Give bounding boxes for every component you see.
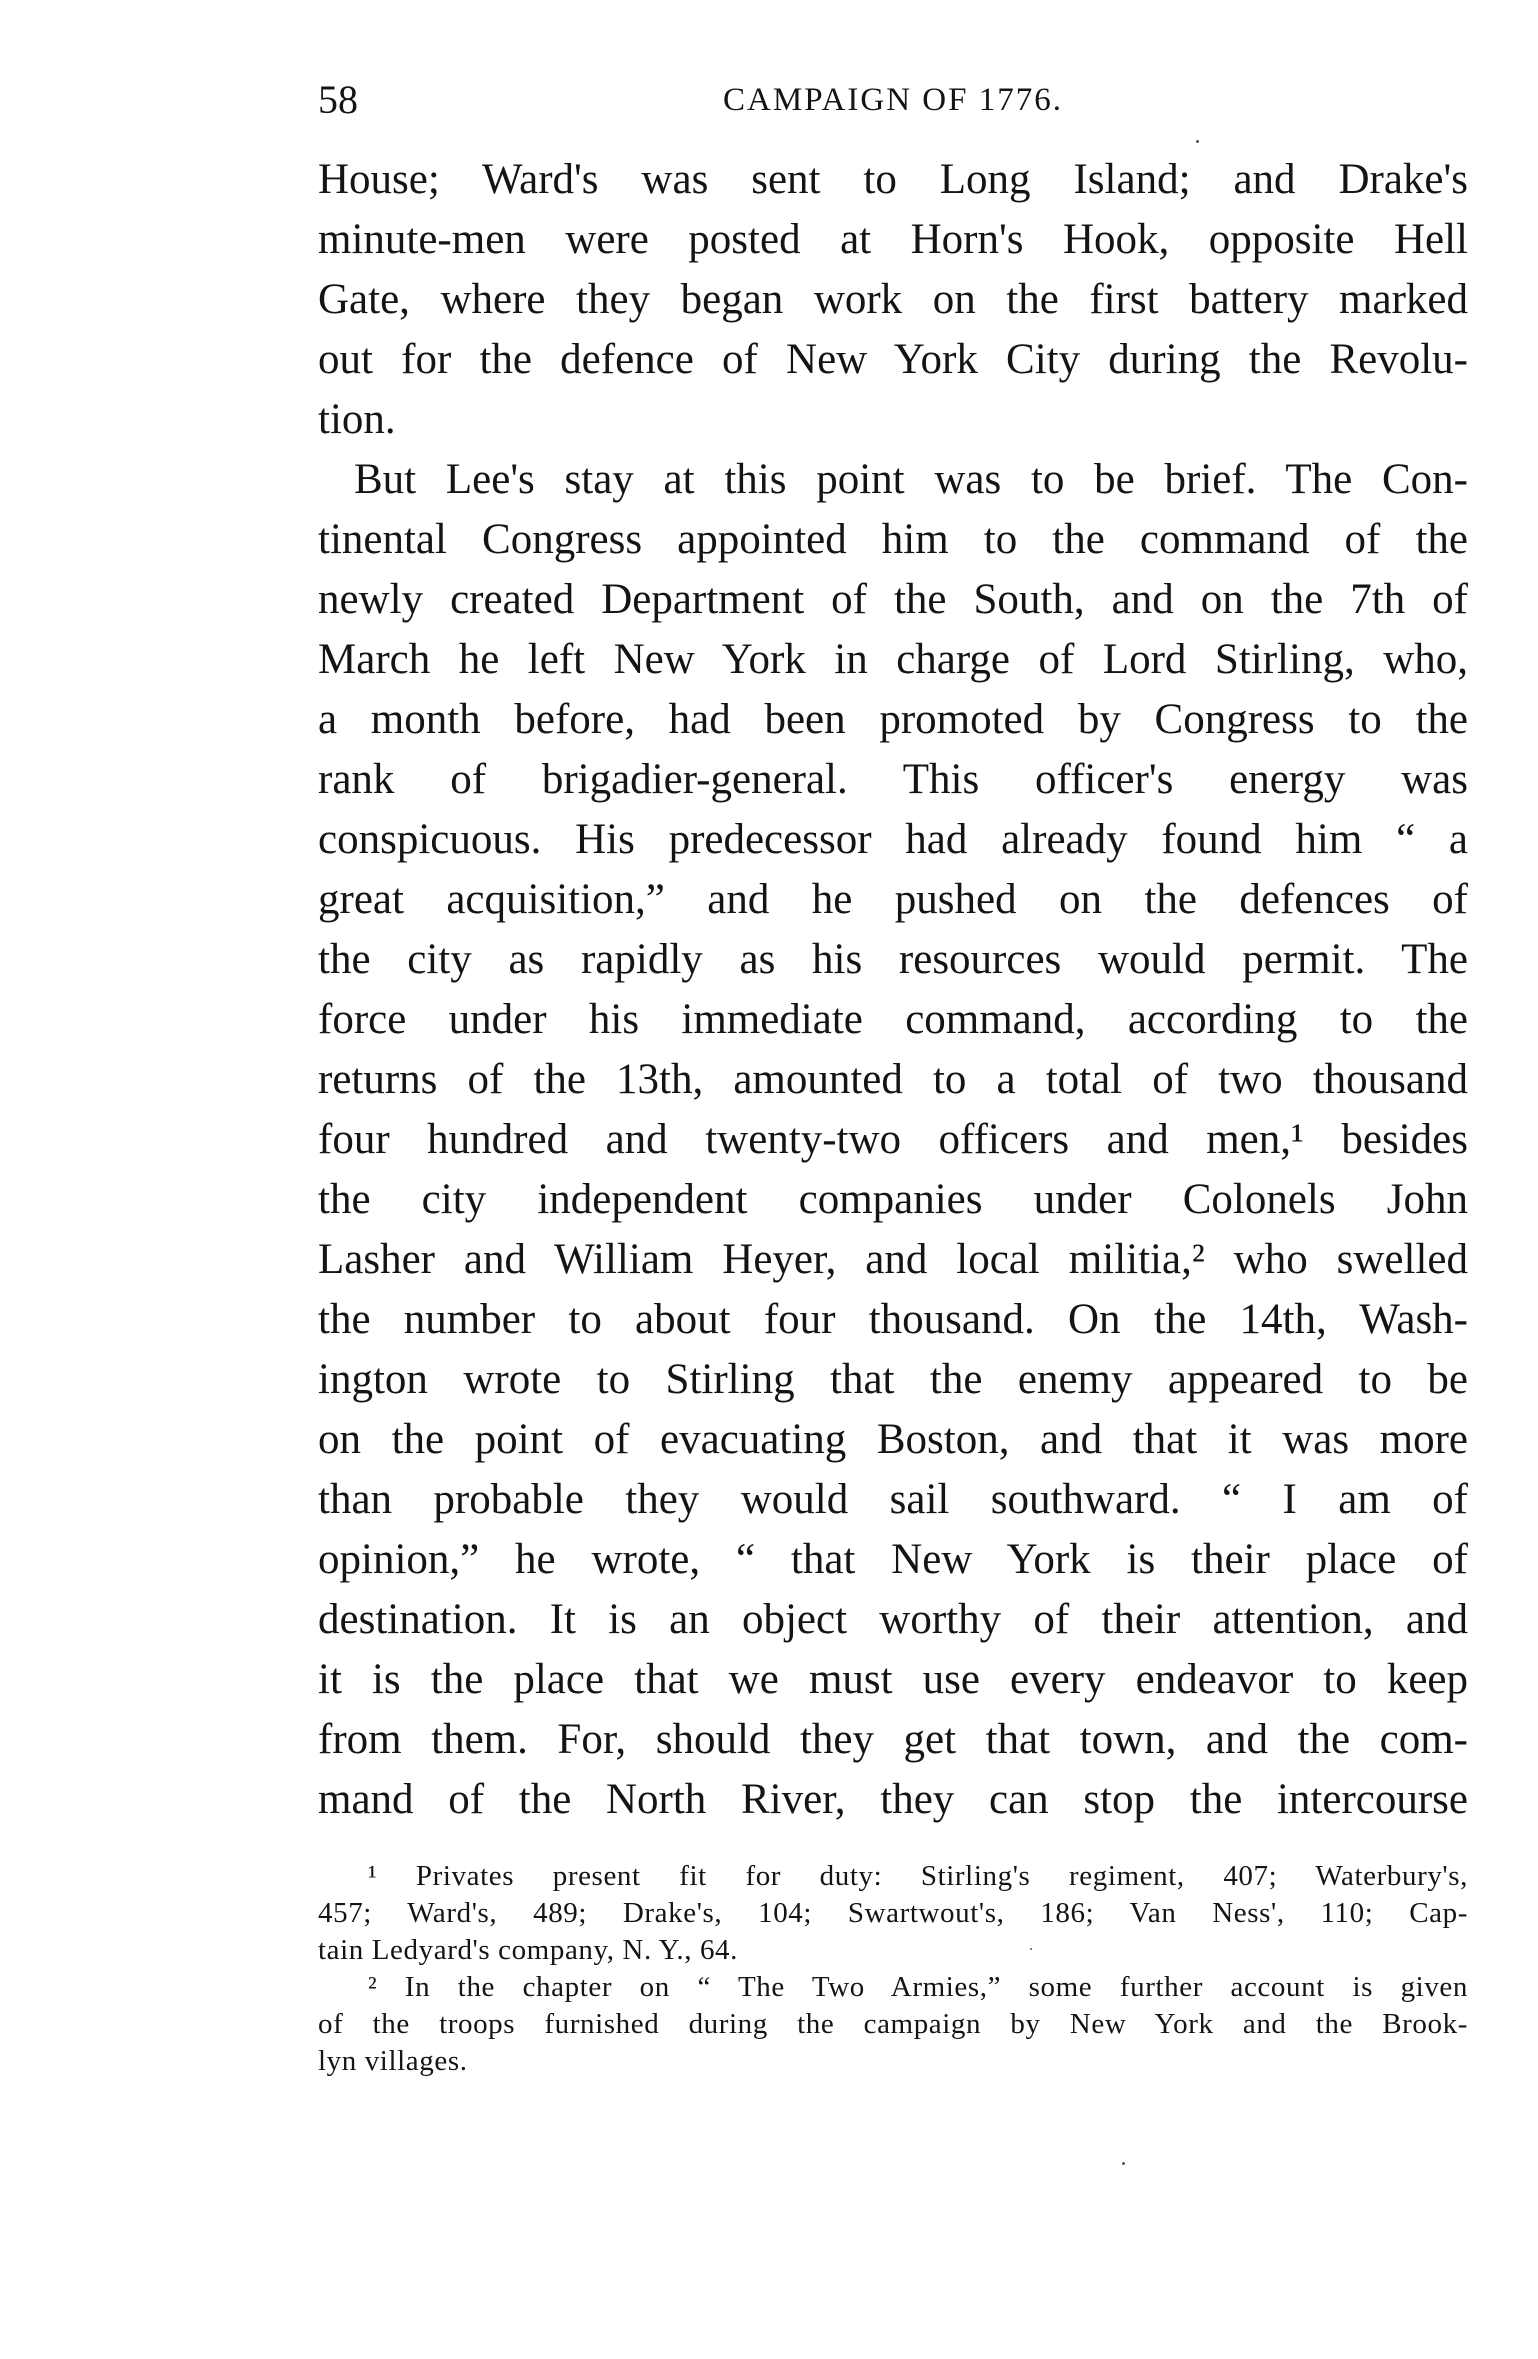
body-line: four hundred and twenty-two officers and men,¹ besides xyxy=(318,1116,1468,1163)
body-line: the city independent companies under Colonels John xyxy=(318,1176,1468,1223)
body-line: out for the defence of New York City during the Revolu- xyxy=(318,336,1468,383)
body-line: it is the place that we must use every endeavor to keep xyxy=(318,1656,1468,1703)
paragraph-start-line: But Lee's stay at this point was to be brief. The Con- xyxy=(354,456,1468,503)
page-number: 58 xyxy=(318,77,358,122)
body-line: returns of the 13th, amounted to a total of two thousand xyxy=(318,1056,1468,1103)
body-line: House; Ward's was sent to Long Island; and Drake's xyxy=(318,156,1468,203)
body-line: on the point of evacuating Boston, and that it was more xyxy=(318,1416,1468,1463)
body-line: Gate, where they began work on the first battery marked xyxy=(318,276,1468,323)
body-line: great acquisition,” and he pushed on the defences of xyxy=(318,876,1468,923)
body-line: tion. xyxy=(318,396,396,443)
body-line: the number to about four thousand. On the 14th, Wash- xyxy=(318,1296,1468,1343)
body-line: from them. For, should they get that town, and the com- xyxy=(318,1716,1468,1763)
body-line: Lasher and William Heyer, and local militia,² who swelled xyxy=(318,1236,1468,1283)
print-speck xyxy=(1122,2162,1125,2165)
body-line: minute-men were posted at Horn's Hook, opposite Hell xyxy=(318,216,1468,263)
footnote-1-line: ¹ Privates present fit for duty: Stirling's regiment, 407; Waterbury's, xyxy=(368,1860,1468,1892)
page-header xyxy=(318,70,1468,130)
body-line: conspicuous. His predecessor had already found him “ a xyxy=(318,816,1468,863)
body-line: newly created Department of the South, and on the 7th of xyxy=(318,576,1468,623)
running-title: CAMPAIGN OF 1776. xyxy=(723,82,1063,118)
body-line: ington wrote to Stirling that the enemy appeared to be xyxy=(318,1356,1468,1403)
footnote-2-line: lyn villages. xyxy=(318,2045,468,2077)
body-line: rank of brigadier-general. This officer's energy was xyxy=(318,756,1468,803)
body-line: destination. It is an object worthy of their attention, and xyxy=(318,1596,1468,1643)
footnote-1-line: 457; Ward's, 489; Drake's, 104; Swartwout's, 186; Van Ness', 110; Cap- xyxy=(318,1897,1468,1929)
body-line: the city as rapidly as his resources would permit. The xyxy=(318,936,1468,983)
print-speck xyxy=(1030,1948,1032,1950)
body-line: tinental Congress appointed him to the command of the xyxy=(318,516,1468,563)
body-line: opinion,” he wrote, “ that New York is their place of xyxy=(318,1536,1468,1583)
body-line: than probable they would sail southward. “ I am of xyxy=(318,1476,1468,1523)
body-line: a month before, had been promoted by Congress to the xyxy=(318,696,1468,743)
footnote-1-line: tain Ledyard's company, N. Y., 64. xyxy=(318,1934,738,1966)
body-line: March he left New York in charge of Lord Stirling, who, xyxy=(318,636,1468,683)
footnote-2-line: ² In the chapter on “ The Two Armies,” some further account is given xyxy=(368,1971,1468,2003)
body-line: mand of the North River, they can stop the intercourse xyxy=(318,1776,1468,1823)
body-line: force under his immediate command, according to the xyxy=(318,996,1468,1043)
print-speck xyxy=(1196,140,1199,143)
footnotes xyxy=(318,1858,1468,2080)
footnote-2-line: of the troops furnished during the campaign by New York and the Brook- xyxy=(318,2008,1468,2040)
body-text xyxy=(318,150,1468,1830)
